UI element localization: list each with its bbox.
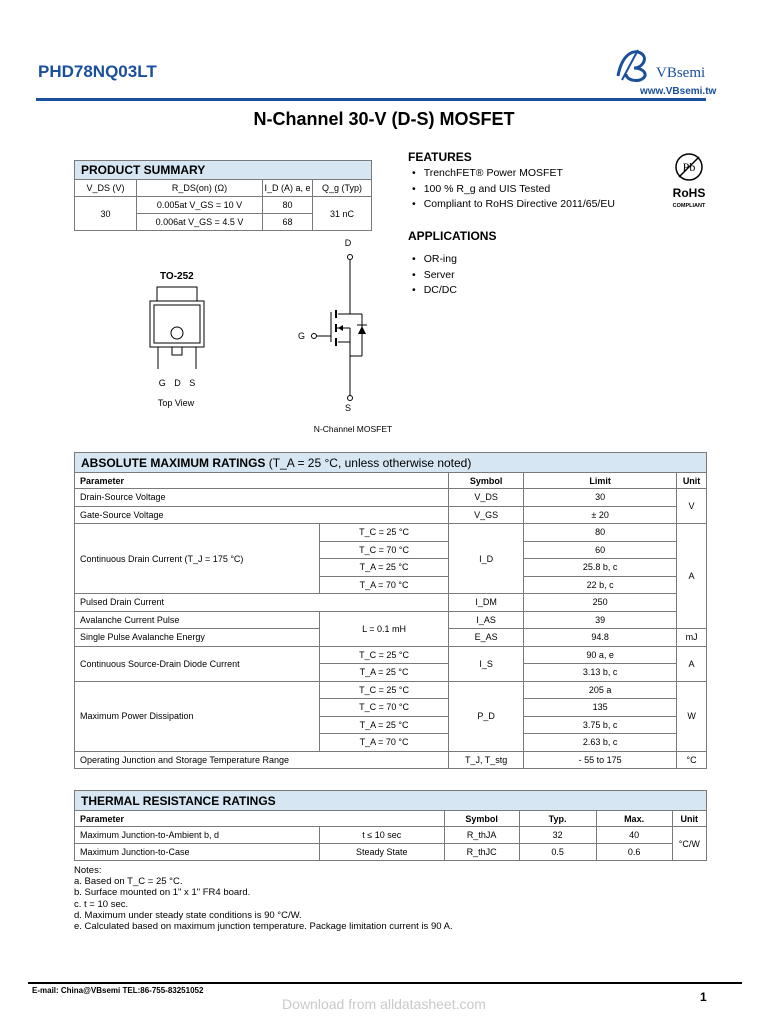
rthjc-param: Maximum Junction-to-Case xyxy=(75,844,320,861)
pd-limit-3: 3.75 b, c xyxy=(524,716,677,734)
idm-param: Pulsed Drain Current xyxy=(75,594,449,612)
part-number: PHD78NQ03LT xyxy=(38,62,157,81)
id-cond-2: T_C = 70 °C xyxy=(320,541,449,559)
product-summary-heading: PRODUCT SUMMARY xyxy=(75,161,372,180)
drain-label: D xyxy=(344,238,352,248)
th-col-parameter: Parameter xyxy=(75,811,445,827)
id-limit-1: 80 xyxy=(524,524,677,542)
vds-symbol: V_DS xyxy=(449,489,524,507)
qg-header: Q_g (Typ) xyxy=(313,180,372,197)
schematic-caption: N-Channel MOSFET xyxy=(313,424,393,434)
rds-value-2: 0.006at V_GS = 4.5 V xyxy=(137,214,263,231)
thermal-unit: °C/W xyxy=(672,827,706,861)
vds-limit: 30 xyxy=(524,489,677,507)
id-limit-4: 22 b, c xyxy=(524,576,677,594)
thermal-resistance-table xyxy=(74,790,707,861)
vgs-param: Gate-Source Voltage xyxy=(75,506,449,524)
rthjc-typ: 0.5 xyxy=(519,844,596,861)
id-limit-2: 60 xyxy=(524,541,677,559)
rthjc-condition: Steady State xyxy=(320,844,445,861)
pd-symbol: P_D xyxy=(449,681,524,751)
feature-item: • 100 % R_g and UIS Tested xyxy=(412,182,615,198)
vds-value: 30 xyxy=(75,197,137,231)
pd-cond-1: T_C = 25 °C xyxy=(320,681,449,699)
pd-unit: W xyxy=(677,681,707,751)
notes-block xyxy=(74,865,453,932)
notes-title: Notes: xyxy=(74,865,102,876)
id-value-2: 68 xyxy=(263,214,313,231)
document-title: N-Channel 30-V (D-S) MOSFET xyxy=(253,109,515,129)
product-summary-table xyxy=(74,160,372,231)
th-col-unit: Unit xyxy=(672,811,706,827)
note-b: b. Surface mounted on 1" x 1" FR4 board. xyxy=(74,887,251,899)
applications-list xyxy=(412,252,457,299)
abs-max-heading: ABSOLUTE MAXIMUM RATINGS xyxy=(81,455,266,470)
id-param: Continuous Drain Current (T_J = 175 °C) xyxy=(75,524,320,594)
rthjc-max: 0.6 xyxy=(596,844,672,861)
package-name: TO-252 xyxy=(160,271,194,282)
rthja-typ: 32 xyxy=(519,827,596,844)
pd-param: Maximum Power Dissipation xyxy=(75,681,320,751)
rohs-sub: COMPLIANT xyxy=(672,203,706,209)
to252-package-diagram xyxy=(130,265,230,415)
th-col-typ: Typ. xyxy=(519,811,596,827)
rohs-label: RoHS xyxy=(672,186,706,200)
idm-symbol: I_DM xyxy=(449,594,524,612)
energy-unit: mJ xyxy=(677,629,707,647)
rthjc-symbol: R_thJC xyxy=(444,844,519,861)
thermal-heading-cell xyxy=(75,791,707,811)
feature-item: • TrenchFET® Power MOSFET xyxy=(412,166,615,182)
rds-value-1: 0.005at V_GS = 10 V xyxy=(137,197,263,214)
voltage-unit: V xyxy=(677,489,707,524)
col-limit: Limit xyxy=(524,473,677,489)
tj-symbol: T_J, T_stg xyxy=(449,751,524,769)
page-number: 1 xyxy=(700,990,707,1004)
qg-value: 31 nC xyxy=(313,197,372,231)
col-symbol: Symbol xyxy=(449,473,524,489)
abs-max-condition: (T_A = 25 °C, unless otherwise noted) xyxy=(268,455,472,470)
is-cond-2: T_A = 25 °C xyxy=(320,664,449,682)
thermal-heading: THERMAL RESISTANCE RATINGS xyxy=(81,793,276,808)
id-cond-3: T_A = 25 °C xyxy=(320,559,449,577)
tj-limit: - 55 to 175 xyxy=(524,751,677,769)
rohs-icon xyxy=(666,150,712,212)
pd-cond-4: T_A = 70 °C xyxy=(320,734,449,752)
id-header: I_D (A) a, e xyxy=(263,180,313,197)
vds-header: V_DS (V) xyxy=(75,180,137,197)
tj-unit: °C xyxy=(677,751,707,769)
th-col-symbol: Symbol xyxy=(444,811,519,827)
package-pins: G D S xyxy=(158,378,196,388)
idm-limit: 250 xyxy=(524,594,677,612)
source-label: S xyxy=(344,403,352,413)
note-e: e. Calculated based on maximum junction temperature. Package limitation current is 90 A. xyxy=(74,921,453,933)
application-item: • OR-ing xyxy=(412,252,457,268)
col-parameter: Parameter xyxy=(75,473,449,489)
ias-symbol: I_AS xyxy=(449,611,524,629)
absolute-maximum-ratings-table xyxy=(74,452,707,769)
note-a: a. Based on T_C = 25 °C. xyxy=(74,876,183,888)
is-unit: A xyxy=(677,646,707,681)
current-unit: A xyxy=(677,524,707,629)
applications-heading: APPLICATIONS xyxy=(408,229,497,243)
note-d: d. Maximum under steady state conditions is 90 °C/W. xyxy=(74,909,302,921)
footer-rule xyxy=(28,982,742,984)
pd-limit-1: 205 a xyxy=(524,681,677,699)
is-limit-2: 3.13 b, c xyxy=(524,664,677,682)
rthja-condition: t ≤ 10 sec xyxy=(320,827,445,844)
is-cond-1: T_C = 25 °C xyxy=(320,646,449,664)
mosfet-schematic xyxy=(286,236,396,436)
ias-limit: 39 xyxy=(524,611,677,629)
footer-contact: E-mail: China@VBsemi TEL:86-755-83251052 xyxy=(32,986,204,995)
package-view: Top View xyxy=(157,398,195,408)
id-limit-3: 25.8 b, c xyxy=(524,559,677,577)
ias-condition: L = 0.1 mH xyxy=(320,611,449,646)
rthja-param: Maximum Junction-to-Ambient b, d xyxy=(75,827,320,844)
eas-limit: 94.8 xyxy=(524,629,677,647)
th-col-max: Max. xyxy=(596,811,672,827)
is-symbol: I_S xyxy=(449,646,524,681)
logo-text: VBsemi xyxy=(656,65,706,81)
eas-symbol: E_AS xyxy=(449,629,524,647)
features-list xyxy=(412,166,615,213)
pd-limit-4: 2.63 b, c xyxy=(524,734,677,752)
features-heading: FEATURES xyxy=(408,150,472,164)
header-rule xyxy=(36,98,706,101)
site-url-link[interactable]: www.VBsemi.tw xyxy=(640,86,717,97)
application-item: • Server xyxy=(412,268,457,284)
pd-cond-3: T_A = 25 °C xyxy=(320,716,449,734)
id-value-1: 80 xyxy=(263,197,313,214)
rohs-pb-mark: Pb xyxy=(682,160,696,174)
col-unit: Unit xyxy=(677,473,707,489)
vgs-symbol: V_GS xyxy=(449,506,524,524)
note-c: c. t = 10 sec. xyxy=(74,898,129,910)
vgs-limit: ± 20 xyxy=(524,506,677,524)
pd-limit-2: 135 xyxy=(524,699,677,717)
gate-label: G xyxy=(298,331,306,341)
rds-header: R_DS(on) (Ω) xyxy=(137,180,263,197)
rthja-max: 40 xyxy=(596,827,672,844)
rthja-symbol: R_thJA xyxy=(444,827,519,844)
abs-max-heading-cell xyxy=(75,453,707,473)
is-limit-1: 90 a, e xyxy=(524,646,677,664)
id-cond-4: T_A = 70 °C xyxy=(320,576,449,594)
eas-param: Single Pulse Avalanche Energy xyxy=(75,629,320,647)
id-symbol: I_D xyxy=(449,524,524,594)
feature-item: • Compliant to RoHS Directive 2011/65/EU xyxy=(412,197,615,213)
download-watermark: Download from alldatasheet.com xyxy=(282,996,486,1012)
tj-param: Operating Junction and Storage Temperature Range xyxy=(75,751,449,769)
application-item: • DC/DC xyxy=(412,283,457,299)
id-cond-1: T_C = 25 °C xyxy=(320,524,449,542)
is-param: Continuous Source-Drain Diode Current xyxy=(75,646,320,681)
ias-param: Avalanche Current Pulse xyxy=(75,611,320,629)
pd-cond-2: T_C = 70 °C xyxy=(320,699,449,717)
vds-param: Drain-Source Voltage xyxy=(75,489,449,507)
